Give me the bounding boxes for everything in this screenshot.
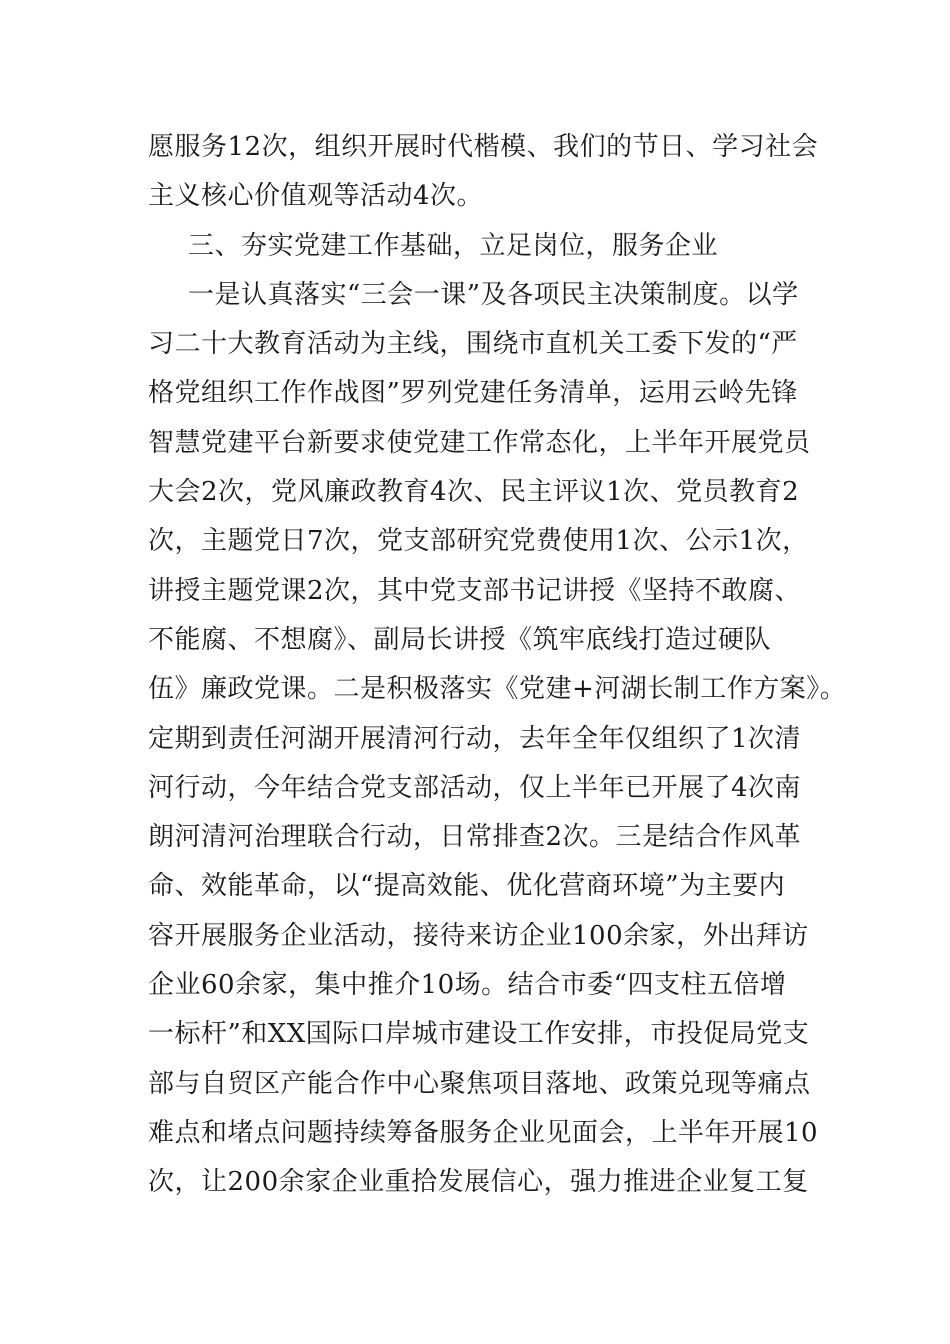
section-heading: 三、夯实党建工作基础，立足岗位，服务企业 bbox=[188, 230, 719, 261]
text-line: 次，让200余家企业重拾发展信心，强力推进企业复工复 bbox=[148, 1167, 809, 1198]
text-line: 伍》廉政党课。二是积极落实《党建+河湖长制工作方案》。 bbox=[148, 674, 847, 705]
text-line: 愿服务12次，组织开展时代楷模、我们的节日、学习社会 bbox=[148, 132, 819, 162]
text-line: 命、效能革命，以“提高效能、优化营商环境”为主要内 bbox=[148, 871, 786, 902]
text-line: 讲授主题党课2次，其中党支部书记讲授《坚持不敢腐、 bbox=[148, 575, 802, 606]
text-line: 定期到责任河湖开展清河行动，去年全年仅组织了1次清 bbox=[148, 723, 802, 754]
text-line: 大会2次，党风廉政教育4次、民主评议1次、党员教育2 bbox=[148, 477, 800, 508]
text-line: 习二十大教育活动为主线，围绕市直机关工委下发的“严 bbox=[148, 329, 798, 360]
text-line: 容开展服务企业活动，接待来访企业100余家，外出拜访 bbox=[148, 920, 809, 951]
text-line: 河行动，今年结合党支部活动，仅上半年已开展了4次南 bbox=[148, 772, 802, 803]
text-line: 难点和堵点问题持续筹备服务企业见面会，上半年开展10 bbox=[148, 1117, 819, 1148]
text-line: 次，主题党日7次，党支部研究党费使用1次、公示1次， bbox=[148, 526, 809, 557]
text-line: 格党组织工作作战图”罗列党建任务清单，运用云岭先锋 bbox=[148, 378, 798, 409]
text-line: 主义核心价值观等活动4次。 bbox=[148, 181, 484, 212]
text-line: 一标杆”和XX国际口岸城市建设工作安排，市投促局党支 bbox=[148, 1019, 810, 1050]
text-line: 企业60余家，集中推介10场。结合市委“四支柱五倍增 bbox=[148, 970, 787, 1001]
text-line: 部与自贸区产能合作中心聚焦项目落地、政策兑现等痛点 bbox=[148, 1068, 811, 1099]
body-text bbox=[148, 123, 847, 1208]
text-line: 智慧党建平台新要求使党建工作常态化，上半年开展党员 bbox=[148, 427, 811, 458]
paragraph-first-line: 一是认真落实“三会一课”及各项民主决策制度。以学 bbox=[188, 279, 799, 310]
text-line: 朗河清河治理联合行动，日常排查2次。三是结合作风革 bbox=[148, 822, 802, 853]
text-line: 不能腐、不想腐》、副局长讲授《筑牢底线打造过硬队 bbox=[148, 624, 772, 655]
